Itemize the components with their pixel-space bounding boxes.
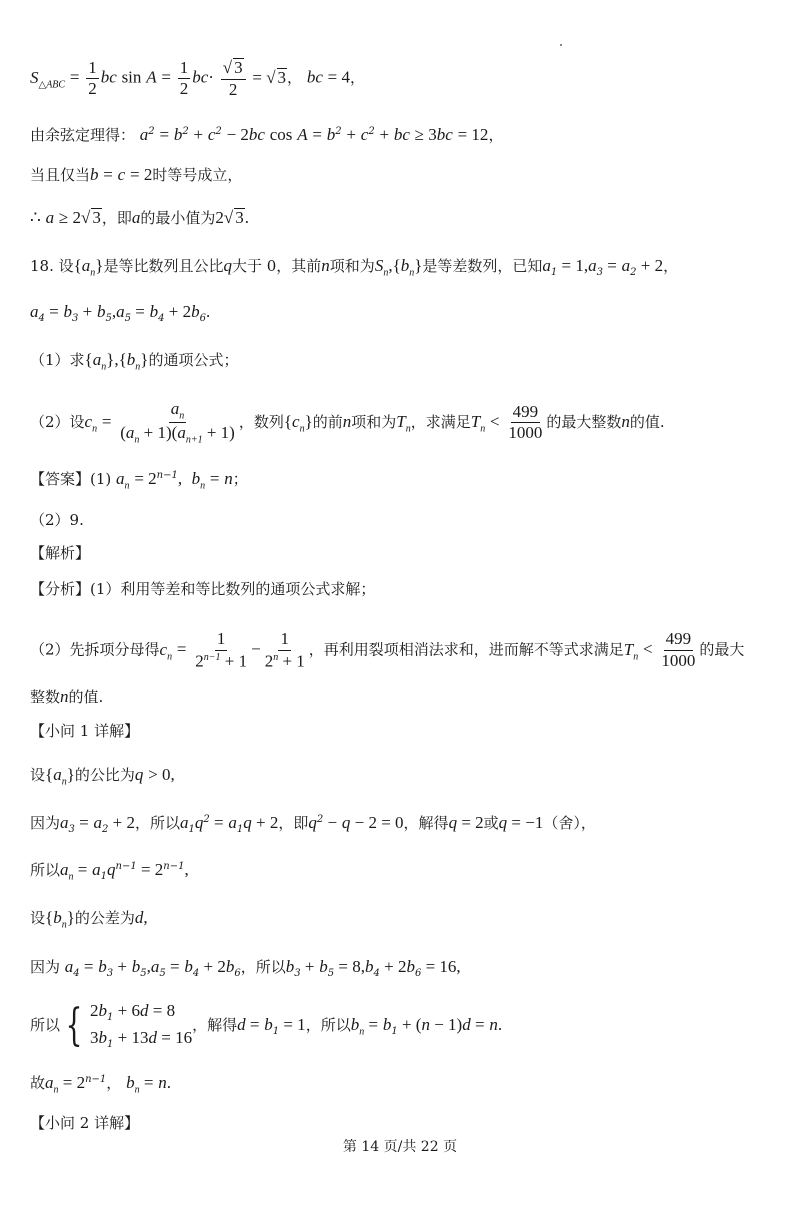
step-4-line: 设$\{b_n\}$的公差为d,	[30, 908, 148, 931]
subquestion-1-heading: 【小问 1 详解】	[30, 722, 140, 740]
cosine-law-line: 由余弦定理得： $a^2 = b^2 + c^2 - 2bc$ $\cos A = b^2 + c^2$ + bc ≥ 3bc = 12，	[30, 125, 504, 144]
answer-line: 【答案】(1) $a_n = 2^{n-1}$, $b_n = n$；	[30, 469, 248, 492]
fenxi-part2-cont: 整数n的值.	[30, 687, 104, 706]
min-value-line: ∴ a ≥ 2√ 3，即a的最小值为2√ 3.	[30, 208, 249, 227]
step-6-line: 所以 { $2b_1 + 6d = 8$ $3b_1 + 13d = 16$ ，解得$d = b_1 = 1$，所以$b_n = b_1 + (n - 1)d = n$.	[30, 1000, 503, 1051]
step-1-line: 设$\{a_n\}$的公比为q > 0,	[30, 765, 175, 788]
step-5-line: 因为 $a_4 = b_3 + b_5,a_5 = b_4 + 2b_6$，所以$b_3 + b_5 = 8,b_4 + 2b_6 = 16$,	[30, 957, 461, 979]
fenxi-line: 【分析】(1）利用等差和等比数列的通项公式求解；	[30, 580, 376, 598]
question-18-line2: $a_4 = b_3 + b_5,a_5 = b_4 + 2b_6$.	[30, 302, 211, 324]
step-2-line: 因为$a_3 = a_2 + 2$，所以$a_1q^2 = a_1q + 2$，即$q^2 - q - 2 = 0$，解得q = 2或q = −1（舍），	[30, 813, 596, 835]
area-formula-line: $S_{\triangle ABC}$ = $\frac{1}{2}$ bc sin A = $\frac{1}{2}$ bc· $\frac{√ 3}{2}$ = √ 3， bc = 4，	[30, 57, 366, 99]
step-3-line: 所以$a_n = a_1q^{n-1} = 2^{n-1}$,	[30, 860, 189, 883]
part-1-line: （1）求$\{a_n\},\{b_n\}$的通项公式；	[30, 350, 239, 373]
subquestion-2-heading: 【小问 2 详解】	[30, 1114, 140, 1132]
jiexi-heading: 【解析】	[30, 544, 91, 562]
step-7-line: 故$a_n = 2^{n-1}$， $b_n = n$.	[30, 1073, 171, 1096]
page-footer: 第 14 页/共 22 页	[342, 1139, 458, 1155]
question-18-line1: 18. 设$\{a_n\}$是等比数列且公比q大于 0，其前n项和为$S_n,\{b_n\}$是等差数列，已知$a_1 = 1,a_3 = a_2 + 2$，	[30, 256, 679, 279]
scan-dot	[560, 44, 562, 46]
equality-condition-line: 当且仅当b = c = 2时等号成立，	[30, 165, 243, 184]
answer-part2: （2）9.	[30, 511, 84, 529]
equation-system: { $2b_1 + 6d = 8$ $3b_1 + 13d = 16$	[65, 1000, 193, 1051]
part-2-line: （2）设$c_n$ = $\frac{a_n}{(a_n + 1)(a_{n+1} + 1)}$ ，数列$\{c_n\}$的前n项和为$T_n$，求满足$T_n$ < $\frac{499}{1000}$ 的最大整数n的值.	[30, 399, 665, 446]
fenxi-part2-line: （2）先拆项分母得$c_n$ = $\frac{1}{2^{n-1} + 1}$ − $\frac{1}{2^n + 1}$ ，再利用裂项相消法求和，进而解不等式求满足$T_n$ < $\frac{499}{1000}$ 的最大	[30, 629, 745, 671]
